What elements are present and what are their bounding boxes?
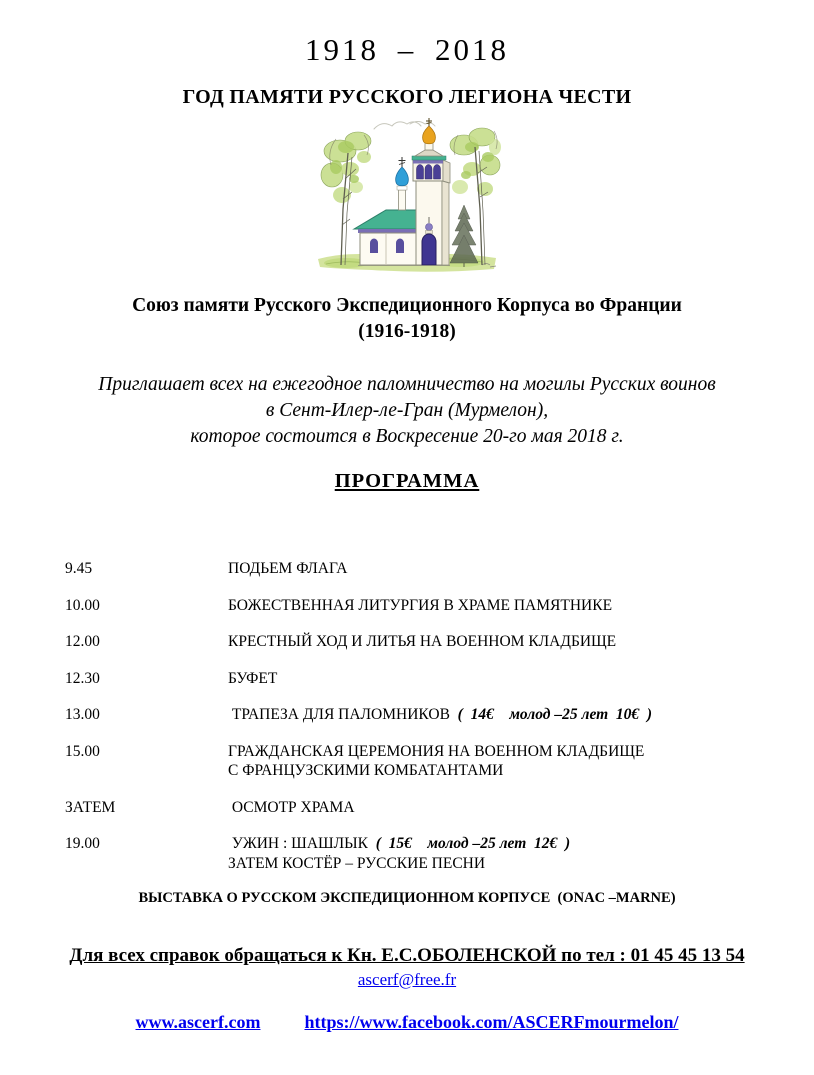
program-activity-line2: ЗАТЕМ КОСТЁР – РУССКИЕ ПЕСНИ: [228, 854, 486, 872]
program-activity-text: БУФЕТ: [228, 669, 278, 687]
program-row: [65, 705, 814, 725]
program-row: [65, 798, 814, 818]
church-watercolor-drawing: [312, 117, 502, 275]
church-body: [354, 210, 416, 265]
program-time: 15.00: [65, 742, 100, 760]
program-activity-text: ОСМОТР ХРАМА: [228, 798, 355, 816]
pine-tree: [450, 205, 478, 267]
program-activity: [228, 798, 814, 818]
invitation-text: [0, 372, 814, 450]
program-time: 9.45: [65, 560, 93, 577]
program-time: ЗАТЕМ: [65, 798, 116, 816]
program-time: 19.00: [65, 835, 100, 852]
program-activity: [228, 834, 814, 873]
church-illustration: [0, 117, 814, 275]
program-activity-line2: С ФРАНЦУЗСКИМИ КОМБАТАНТАМИ: [228, 762, 504, 779]
union-years: (1916-1918): [358, 321, 456, 342]
invitation-line-3: которое состоится в Воскресение 20-го мая 2018 г.: [190, 426, 624, 447]
union-title-line: Союз памяти Русского Экспедиционного Корпуса во Франции: [132, 295, 682, 316]
program-schedule: [0, 559, 814, 873]
annex-window: [396, 239, 404, 254]
program-activity-text: БОЖЕСТВЕННАЯ ЛИТУРГИЯ В ХРАМЕ ПАМЯТНИКЕ: [228, 596, 613, 614]
program-time: 12.00: [65, 633, 100, 650]
bell-opening: [434, 165, 441, 180]
memorial-year-title: ГОД ПАМЯТИ РУССКОГО ЛЕГИОНА ЧЕСТИ: [182, 86, 632, 108]
exhibition-note: ВЫСТАВКА О РУССКОМ ЭКСПЕДИЦИОННОМ КОРПУСЕ (ONAC –MARNE): [138, 890, 676, 906]
invitation-line-1: Приглашает всех на ежегодное паломничество на могилы Русских воинов: [98, 374, 716, 395]
program-activity: [228, 669, 814, 689]
cloud-sketch: [374, 122, 435, 130]
program-row: [65, 632, 814, 652]
program-row: [65, 669, 814, 689]
program-price-note: ( 15€ молод –25 лет 12€ ): [368, 835, 571, 852]
program-time: 12.30: [65, 669, 100, 687]
program-activity-text: УЖИН : ШАШЛЫК: [228, 835, 369, 852]
program-time: 13.00: [65, 706, 100, 723]
gold-dome: [423, 118, 436, 144]
program-row: [65, 559, 814, 579]
program-row: [65, 834, 814, 873]
program-price-note: ( 14€ молод –25 лет 10€ ): [449, 706, 653, 723]
program-row: [65, 596, 814, 616]
program-activity: [228, 559, 814, 579]
program-section: [0, 470, 814, 493]
program-activity-text: КРЕСТНЫЙ ХОД И ЛИТЬЯ НА ВОЕННОМ КЛАДБИЩЕ: [228, 633, 617, 650]
bell-opening: [425, 165, 432, 180]
invitation-line-2: в Сент-Илер-ле-Гран (Мурмелон),: [265, 400, 549, 421]
contact-email-row: [0, 970, 814, 990]
program-time: 10.00: [65, 596, 100, 614]
website-link[interactable]: www.ascerf.com: [135, 1012, 261, 1032]
email-link[interactable]: ascerf@free.fr: [357, 970, 457, 989]
annex-window: [370, 239, 378, 254]
program-activity-text: ПОДЬЕМ ФЛАГА: [228, 560, 348, 577]
program-activity-text: ТРАПЕЗА ДЛЯ ПАЛОМНИКОВ: [228, 706, 450, 723]
blue-dome: [396, 157, 409, 210]
facebook-link[interactable]: https://www.facebook.com/ASCERFmourmelon/: [304, 1012, 679, 1032]
contact-info-line: Для всех справок обращаться к Кн. Е.С.ОБОЛЕНСКОЙ по тел : 01 45 45 13 54: [69, 945, 745, 966]
union-title: [0, 293, 814, 345]
program-activity: [228, 705, 814, 725]
program-row: [65, 742, 814, 781]
program-activity: [228, 632, 814, 652]
bell-opening: [417, 165, 424, 180]
anniversary-years: 1918 – 2018: [305, 32, 509, 67]
program-activity: [228, 742, 814, 781]
program-heading: ПРОГРАММА: [334, 470, 480, 492]
links-row: [0, 1012, 814, 1033]
program-activity-text: ГРАЖДАНСКАЯ ЦЕРЕМОНИЯ НА ВОЕННОМ КЛАДБИЩЕ: [228, 742, 645, 760]
program-activity: [228, 596, 814, 616]
